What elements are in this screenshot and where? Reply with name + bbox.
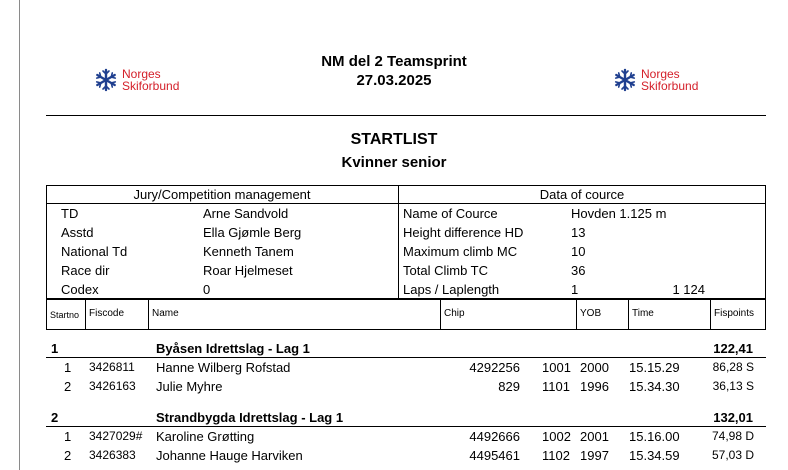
jury-label: Asstd — [61, 225, 94, 240]
course-value: Hovden 1.125 m — [571, 206, 667, 221]
athlete-chip: 4492666 — [469, 429, 520, 444]
col-name: Name — [152, 308, 179, 319]
list-title: STARTLIST — [350, 131, 438, 148]
athlete-chip: 829 — [498, 379, 520, 394]
athlete-time: 15.34.59 — [629, 448, 680, 463]
column-divider — [440, 299, 441, 330]
athlete-name: Hanne Wilberg Rofstad — [156, 360, 291, 375]
athlete-fiscode: 3426163 — [89, 379, 136, 393]
event-date: 27.03.2025 — [356, 72, 432, 89]
col-fiscode: Fiscode — [89, 308, 125, 319]
course-label: Laps / Laplength — [403, 282, 500, 297]
jury-label: TD — [61, 206, 79, 221]
course-value: 36 — [571, 263, 586, 278]
team-points: 122,41 — [713, 341, 753, 356]
column-divider — [710, 299, 711, 330]
team-name: Strandbygda Idrettslag - Lag 1 — [156, 410, 344, 425]
course-value: 13 — [571, 225, 586, 240]
athlete-fispoints: 74,98 D — [711, 429, 754, 443]
jury-value: Kenneth Tanem — [203, 244, 294, 259]
athlete-yob: 1997 — [580, 448, 609, 463]
course-label: Name of Cource — [403, 206, 498, 221]
course-label: Total Climb TC — [403, 263, 489, 278]
athlete-fispoints: 57,03 D — [711, 448, 754, 462]
jury-label: Codex — [61, 282, 99, 297]
athlete-time: 15.15.29 — [629, 360, 680, 375]
athlete-yob: 2001 — [580, 429, 609, 444]
athlete-yob: 2000 — [580, 360, 609, 375]
athlete-fispoints: 36,13 S — [712, 379, 754, 393]
header-divider — [46, 115, 766, 116]
athlete-chip: 4495461 — [469, 448, 520, 463]
athlete-bib: 1101 — [542, 379, 570, 394]
logo-right-line2: Skiforbund — [641, 79, 699, 93]
athlete-name: Karoline Grøtting — [156, 429, 255, 444]
team-name: Byåsen Idrettslag - Lag 1 — [156, 341, 310, 356]
athlete-chip: 4292256 — [469, 360, 520, 375]
course-heading: Data of cource — [539, 187, 625, 202]
athlete-time: 15.16.00 — [629, 429, 680, 444]
jury-heading: Jury/Competition management — [133, 187, 311, 202]
team-divider — [46, 357, 766, 358]
athlete-fispoints: 86,28 S — [712, 360, 754, 374]
team-number: 2 — [51, 410, 59, 425]
column-divider — [576, 299, 577, 330]
col-yob: YOB — [580, 308, 602, 319]
athlete-yob: 1996 — [580, 379, 609, 394]
athlete-bib: 1002 — [542, 429, 571, 444]
athlete-leg: 2 — [64, 379, 72, 394]
column-divider — [628, 299, 629, 330]
col-startno: Startno — [50, 310, 80, 320]
jury-value: 0 — [203, 282, 211, 297]
athlete-bib: 1102 — [542, 448, 570, 463]
course-value: 1 — [571, 282, 579, 297]
course-value: 10 — [571, 244, 586, 259]
team-divider — [46, 426, 766, 427]
athlete-fiscode: 3427029# — [89, 429, 143, 443]
jury-label: National Td — [61, 244, 128, 259]
logo-right-line1: Norges — [641, 67, 680, 81]
jury-value: Roar Hjelmeset — [203, 263, 293, 278]
team-points: 132,01 — [713, 410, 753, 425]
athlete-leg: 2 — [64, 448, 72, 463]
event-title: NM del 2 Teamsprint — [321, 53, 467, 70]
course-label: Height difference HD — [403, 225, 524, 240]
athlete-name: Julie Myhre — [156, 379, 223, 394]
column-divider — [85, 299, 86, 330]
jury-label: Race dir — [61, 263, 110, 278]
athlete-fiscode: 3426383 — [89, 448, 136, 462]
athlete-fiscode: 3426811 — [89, 360, 135, 374]
jury-value: Arne Sandvold — [203, 206, 289, 221]
page-edge-line — [19, 0, 20, 470]
column-divider — [148, 299, 149, 330]
info-box-header-line — [46, 203, 766, 204]
col-fispoints: Fispoints — [714, 308, 755, 319]
category-title: Kvinner senior — [341, 154, 447, 171]
athlete-time: 15.34.30 — [629, 379, 680, 394]
logo-left-line1: Norges — [122, 67, 161, 81]
jury-value: Ella Gjømle Berg — [203, 225, 302, 240]
col-chip: Chip — [444, 308, 465, 319]
athlete-leg: 1 — [64, 360, 72, 375]
team-number: 1 — [51, 341, 59, 356]
course-label: Maximum climb MC — [403, 244, 518, 259]
course-lap-length: 1 124 — [672, 282, 705, 297]
athlete-leg: 1 — [64, 429, 72, 444]
col-time: Time — [632, 308, 654, 319]
logo-left-line2: Skiforbund — [122, 79, 180, 93]
athlete-bib: 1001 — [542, 360, 571, 375]
athlete-name: Johanne Hauge Harviken — [156, 448, 303, 463]
